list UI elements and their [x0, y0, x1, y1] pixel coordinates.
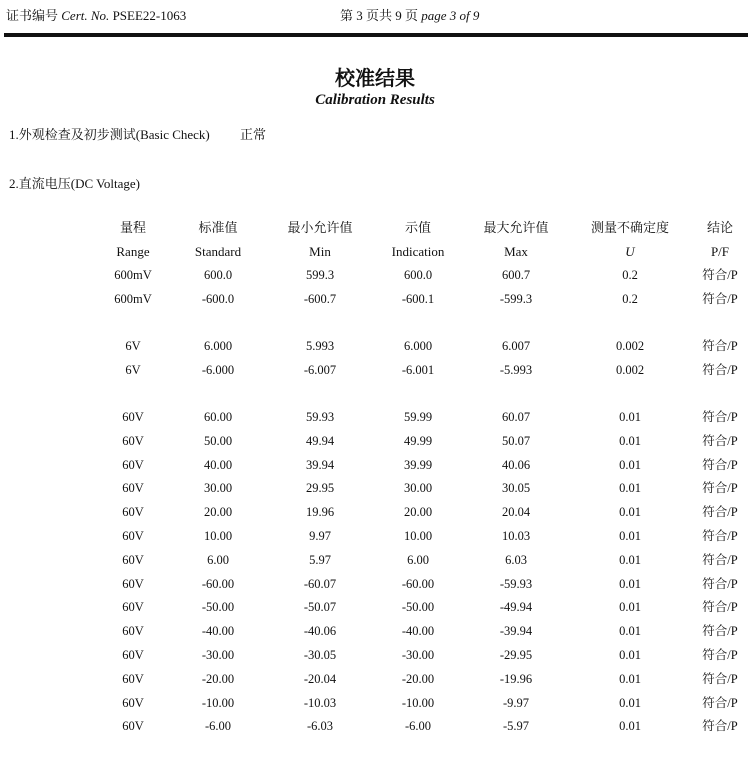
cell-result: 符合/P — [702, 624, 738, 639]
table-row — [0, 716, 750, 736]
cell-min: 9.97 — [309, 529, 331, 543]
cert-label-en: Cert. No. — [61, 8, 110, 23]
cell-uncertainty: 0.01 — [619, 648, 641, 662]
cell-min: -6.007 — [303, 363, 337, 377]
cell-max: 最大允许值 — [483, 220, 549, 235]
cell-min: -40.06 — [303, 624, 337, 639]
cell-uncertainty: 0.01 — [619, 576, 641, 591]
table-row — [0, 502, 750, 522]
cell-standard: 6.000 — [203, 339, 233, 353]
cell-indication: 600.0 — [403, 268, 433, 282]
cell-indication: Indication — [391, 244, 445, 259]
cell-min: 最小允许值 — [287, 220, 353, 235]
cell-min: Min — [309, 244, 331, 259]
cell-uncertainty: 0.01 — [619, 671, 641, 686]
page-number-cn: 第 3 页共 9 页 — [340, 8, 419, 23]
cell-min: -20.04 — [303, 671, 337, 686]
cell-min: 29.95 — [305, 481, 335, 496]
cell-range: 60V — [122, 433, 144, 448]
page-title-cn: 校准结果 — [335, 66, 415, 90]
cell-result: 符合/P — [702, 671, 738, 686]
cell-result: 符合/P — [702, 481, 738, 496]
section-basic-check: 1.外观检查及初步测试(Basic Check) — [9, 127, 210, 142]
cell-indication: -600.1 — [401, 292, 435, 306]
cell-result: 符合/P — [702, 292, 738, 306]
cell-max: 10.03 — [501, 529, 531, 543]
table-row — [0, 621, 750, 641]
cell-range: 60V — [122, 481, 144, 496]
cell-result: 符合/P — [702, 410, 738, 424]
cell-min: 599.3 — [305, 268, 335, 282]
table-row — [0, 597, 750, 617]
cell-max: -599.3 — [499, 292, 533, 306]
cell-max: 20.04 — [501, 505, 531, 520]
cell-standard: -20.00 — [201, 671, 235, 686]
table-row — [0, 693, 750, 713]
cell-uncertainty: 0.01 — [619, 600, 641, 615]
table-row — [0, 478, 750, 498]
cell-range: 60V — [122, 648, 144, 662]
cell-max: -9.97 — [502, 695, 530, 710]
cell-indication: -10.00 — [401, 695, 435, 710]
table-row — [0, 550, 750, 570]
table-row — [0, 360, 750, 380]
cell-indication: -30.00 — [401, 648, 435, 662]
cell-min: 19.96 — [305, 505, 335, 520]
cell-min: 5.993 — [305, 339, 335, 353]
cell-range: 60V — [122, 552, 144, 567]
cell-range: 60V — [122, 505, 144, 520]
cell-max: 30.05 — [501, 481, 531, 496]
cell-result: 符合/P — [702, 552, 738, 567]
cell-range: 60V — [122, 719, 144, 734]
table-header-en — [0, 242, 750, 262]
cell-standard: 600.0 — [203, 268, 233, 282]
cell-max: 6.03 — [505, 552, 527, 567]
cell-indication: -40.00 — [401, 624, 435, 639]
cell-indication: 30.00 — [403, 481, 433, 496]
cell-uncertainty: 0.01 — [619, 481, 641, 496]
cell-indication: 39.99 — [403, 457, 433, 472]
cell-range: 600mV — [114, 292, 152, 306]
cell-indication: -20.00 — [401, 671, 435, 686]
cell-max: Max — [504, 244, 528, 259]
cell-standard: 10.00 — [203, 529, 233, 543]
cell-standard: 50.00 — [203, 433, 233, 448]
cell-standard: -600.0 — [201, 292, 235, 306]
cell-min: -10.03 — [303, 695, 337, 710]
cell-range: 6V — [125, 363, 141, 377]
cell-uncertainty: 0.2 — [622, 268, 638, 282]
cell-indication: 10.00 — [403, 529, 433, 543]
table-header-cn — [0, 218, 750, 238]
cell-max: -5.97 — [502, 719, 530, 734]
cell-standard: 6.00 — [207, 552, 229, 567]
cell-result: 符合/P — [702, 648, 738, 662]
cell-range: 60V — [122, 576, 144, 591]
cell-uncertainty: 0.01 — [619, 457, 641, 472]
cell-result: 符合/P — [702, 433, 738, 448]
cell-indication: -50.00 — [401, 600, 435, 615]
cell-result: 符合/P — [702, 339, 738, 353]
cell-result: 符合/P — [702, 576, 738, 591]
cell-max: -29.95 — [499, 648, 533, 662]
cell-min: -30.05 — [303, 648, 337, 662]
cell-uncertainty: 0.01 — [619, 719, 641, 734]
table-row — [0, 645, 750, 665]
cell-min: -60.07 — [303, 576, 337, 591]
cell-max: -49.94 — [499, 600, 533, 615]
cell-uncertainty: 0.002 — [615, 363, 645, 377]
cell-uncertainty: 0.01 — [619, 624, 641, 639]
cell-uncertainty: 0.01 — [619, 695, 641, 710]
cell-result: 符合/P — [702, 505, 738, 520]
cell-standard: -6.000 — [201, 363, 235, 377]
cell-min: 39.94 — [305, 457, 335, 472]
cell-range: 60V — [122, 410, 144, 424]
cell-range: 60V — [122, 457, 144, 472]
cell-uncertainty: 0.01 — [619, 505, 641, 520]
cell-uncertainty: 测量不确定度 — [590, 220, 669, 235]
cell-indication: 示值 — [404, 220, 431, 235]
cell-max: -19.96 — [499, 671, 533, 686]
cell-range: 60V — [122, 695, 144, 710]
cell-result: 符合/P — [702, 600, 738, 615]
cell-min: -50.07 — [303, 600, 337, 615]
cell-standard: -30.00 — [201, 648, 235, 662]
table-row — [0, 265, 750, 285]
cell-standard: -40.00 — [201, 624, 235, 639]
basic-check-status: 正常 — [240, 127, 267, 142]
cell-max: -59.93 — [499, 576, 533, 591]
cell-standard: 60.00 — [203, 410, 233, 424]
section-dc-voltage: 2.直流电压(DC Voltage) — [9, 176, 140, 191]
table-row — [0, 289, 750, 309]
cell-result: P/F — [710, 244, 730, 259]
cell-standard: -60.00 — [201, 576, 235, 591]
cell-uncertainty: 0.002 — [615, 339, 645, 353]
cell-range: 60V — [122, 600, 144, 615]
table-row — [0, 526, 750, 546]
cell-standard: Standard — [194, 244, 242, 259]
table-row — [0, 574, 750, 594]
table-row — [0, 336, 750, 356]
cell-result: 符合/P — [702, 719, 738, 734]
cell-result: 符合/P — [702, 529, 738, 543]
cert-number-value: PSEE22-1063 — [112, 8, 187, 23]
cell-range: 60V — [122, 529, 144, 543]
cert-label-cn: 证书编号 — [6, 8, 59, 23]
cell-result: 符合/P — [702, 363, 738, 377]
cell-standard: -10.00 — [201, 695, 235, 710]
cell-max: -5.993 — [499, 363, 533, 377]
cell-max: -39.94 — [499, 624, 533, 639]
cell-min: -600.7 — [303, 292, 337, 306]
cell-standard: 40.00 — [203, 457, 233, 472]
table-row — [0, 455, 750, 475]
cell-min: 59.93 — [305, 410, 335, 424]
cell-uncertainty: 0.01 — [619, 433, 641, 448]
cell-range: 量程 — [119, 220, 146, 235]
cell-result: 符合/P — [702, 457, 738, 472]
cell-uncertainty: U — [625, 244, 635, 259]
table-row — [0, 407, 750, 427]
page-number-en: page 3 of 9 — [421, 8, 480, 23]
cell-max: 600.7 — [501, 268, 531, 282]
cell-uncertainty: 0.01 — [619, 529, 641, 543]
cell-result: 符合/P — [702, 268, 738, 282]
cell-uncertainty: 0.01 — [619, 552, 641, 567]
cell-uncertainty: 0.2 — [622, 292, 638, 306]
cell-indication: 6.00 — [407, 552, 429, 567]
cell-range: Range — [116, 244, 150, 259]
cell-result: 符合/P — [702, 695, 738, 710]
cell-standard: -6.00 — [204, 719, 232, 734]
cell-standard: 20.00 — [203, 505, 233, 520]
cell-standard: 标准值 — [198, 220, 238, 235]
cell-indication: -6.00 — [404, 719, 432, 734]
cell-range: 6V — [125, 339, 141, 353]
cell-max: 50.07 — [501, 433, 531, 448]
cell-indication: 49.99 — [403, 433, 433, 448]
table-row — [0, 669, 750, 689]
cell-max: 6.007 — [501, 339, 531, 353]
cell-max: 60.07 — [501, 410, 531, 424]
cell-indication: 59.99 — [403, 410, 433, 424]
cell-indication: -6.001 — [401, 363, 435, 377]
cell-min: 5.97 — [309, 552, 331, 567]
cell-min: 49.94 — [305, 433, 335, 448]
cell-max: 40.06 — [501, 457, 531, 472]
cell-result: 结论 — [706, 220, 733, 235]
cell-standard: -50.00 — [201, 600, 235, 615]
cell-min: -6.03 — [306, 719, 334, 734]
cell-range: 60V — [122, 671, 144, 686]
cell-range: 60V — [122, 624, 144, 639]
cell-range: 600mV — [114, 268, 152, 282]
cell-uncertainty: 0.01 — [619, 410, 641, 424]
page-title-en: Calibration Results — [315, 92, 435, 108]
cell-indication: 6.000 — [403, 339, 433, 353]
cell-indication: -60.00 — [401, 576, 435, 591]
cell-standard: 30.00 — [203, 481, 233, 496]
table-row — [0, 431, 750, 451]
cell-indication: 20.00 — [403, 505, 433, 520]
